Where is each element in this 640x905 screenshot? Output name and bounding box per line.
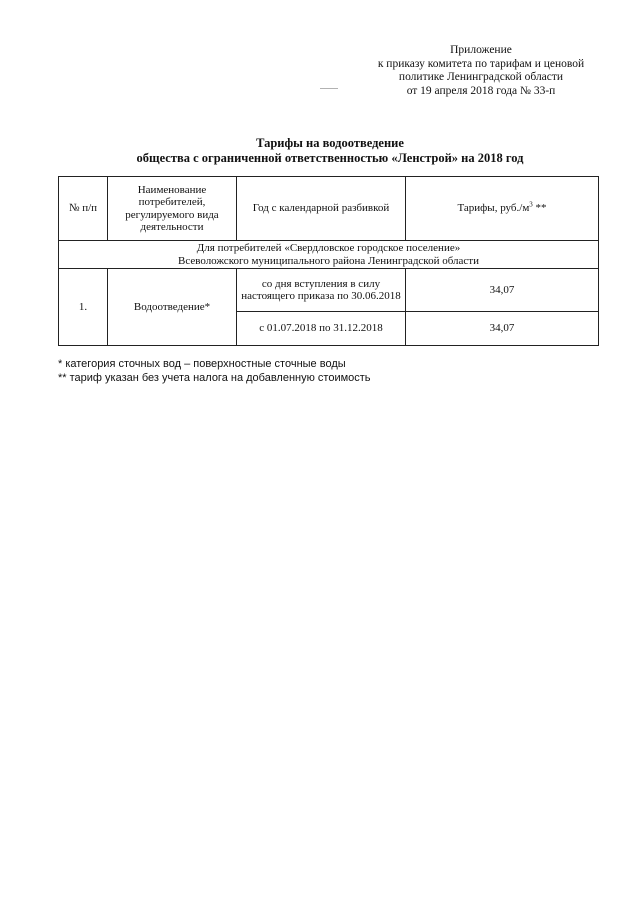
- group-cell: [59, 241, 599, 269]
- appendix-order-ref: к приказу комитета по тарифам и ценовой: [377, 57, 585, 70]
- header-tariff: [406, 177, 599, 241]
- footnotes: [58, 357, 371, 385]
- group-line-2: Всеволожского муниципального района Ленинградской области: [177, 254, 480, 267]
- table-row: [59, 269, 599, 312]
- row-tariff: 34,07: [406, 312, 599, 346]
- title-line-1: Тарифы на водоотведение: [256, 136, 404, 150]
- appendix-label: Приложение: [450, 44, 512, 56]
- row-name: Водоотведение*: [108, 269, 237, 346]
- header-period: Год с календарной разбивкой: [237, 177, 406, 241]
- header-tariff-text: Тарифы, руб./м: [457, 202, 530, 215]
- header-tariff-sup: 3: [529, 200, 533, 209]
- scan-speck: [320, 88, 338, 89]
- footnote-1: * категория сточных вод – поверхностные сточные воды: [58, 358, 346, 370]
- tariff-table: [58, 176, 599, 346]
- row-period: с 01.07.2018 по 31.12.2018: [237, 312, 406, 346]
- footnote-2: ** тариф указан без учета налога на добавленную стоимость: [58, 372, 371, 384]
- appendix-committee: политике Ленинградской области: [398, 71, 564, 83]
- header-num: № п/п: [59, 177, 108, 241]
- appendix-date: от 19 апреля 2018 года № 33-п: [406, 84, 556, 97]
- title-line-2: общества с ограниченной ответственностью «Ленстрой» на 2018 год: [136, 151, 524, 165]
- document-title: [95, 136, 565, 166]
- header-name: Наименование потребителей, регулируемого вида деятельности: [108, 177, 237, 241]
- group-line-1: Для потребителей «Свердловское городское поселение»: [196, 242, 461, 254]
- row-period: со дня вступления в силу настоящего приказа по 30.06.2018: [237, 269, 406, 312]
- row-tariff: 34,07: [406, 269, 599, 312]
- header-tariff-suffix: **: [532, 202, 547, 215]
- row-num: 1.: [59, 269, 108, 346]
- table-header-row: [59, 177, 599, 241]
- appendix-block: [351, 44, 611, 98]
- table-group-row: [59, 241, 599, 269]
